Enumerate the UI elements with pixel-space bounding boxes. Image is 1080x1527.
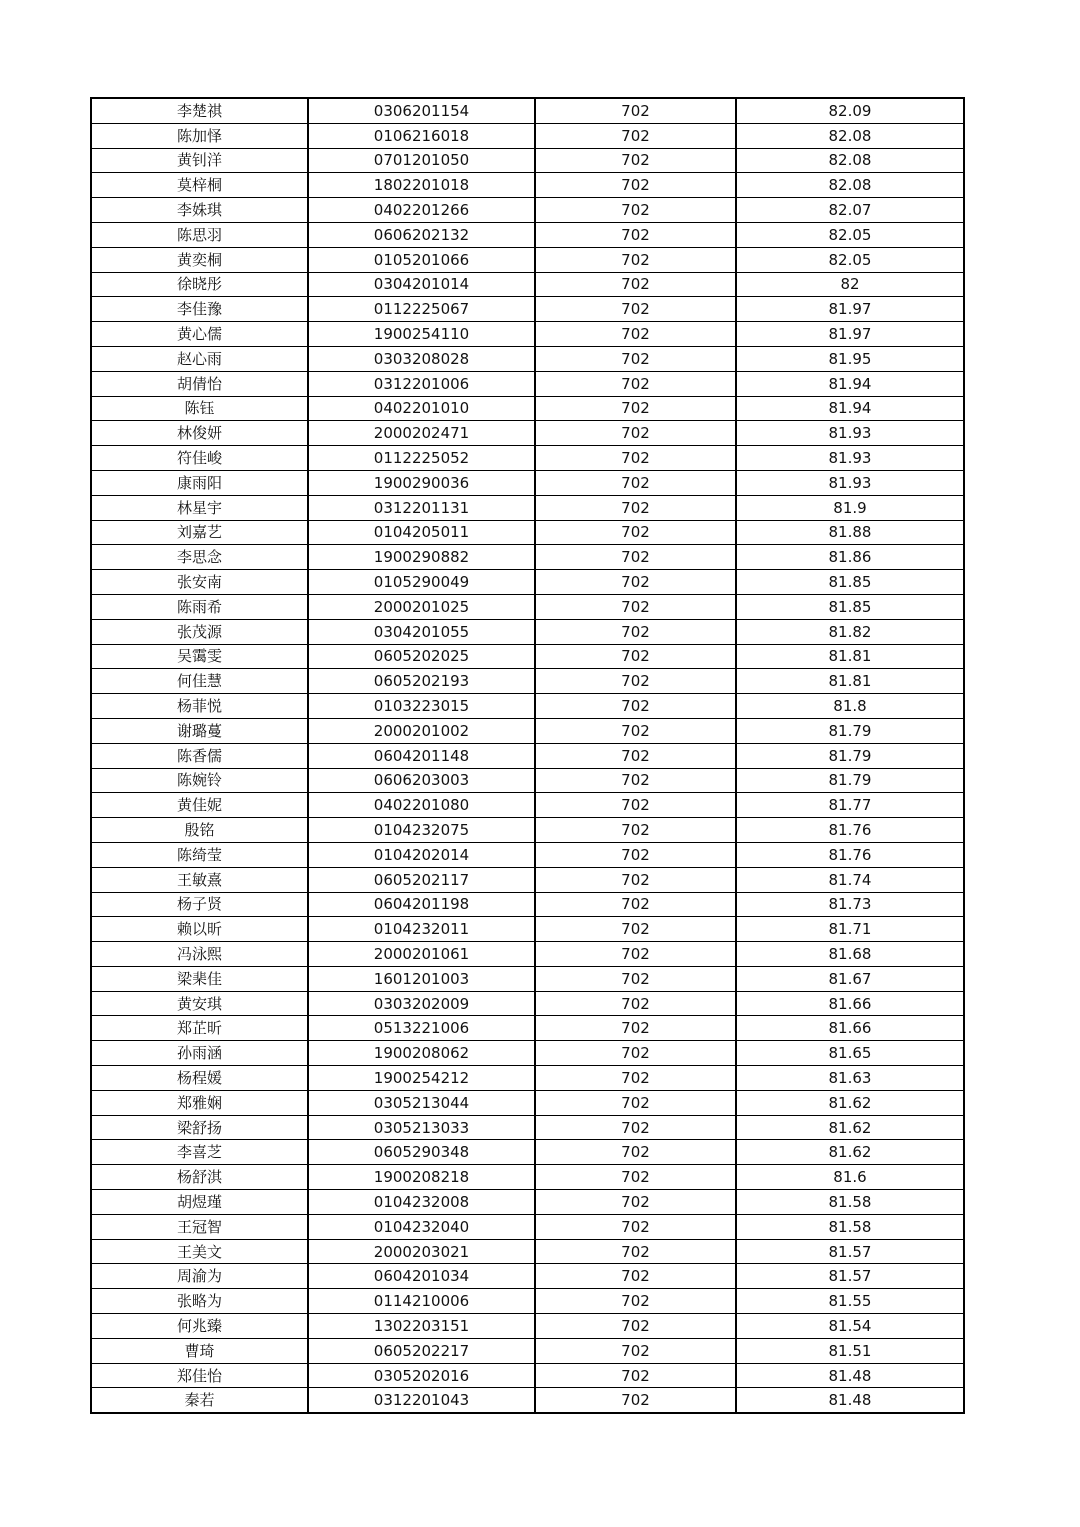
candidate-id: 0104232040 xyxy=(308,1214,535,1239)
candidate-name: 李喜芝 xyxy=(91,1140,308,1165)
total-score: 81.67 xyxy=(736,966,964,991)
total-score: 81.68 xyxy=(736,942,964,967)
candidate-id: 0604201148 xyxy=(308,743,535,768)
candidate-id: 0112225052 xyxy=(308,446,535,471)
subject-code: 702 xyxy=(535,198,736,223)
score-table xyxy=(90,97,965,1414)
candidate-id: 0605202193 xyxy=(308,669,535,694)
candidate-id: 0604201034 xyxy=(308,1264,535,1289)
table-row xyxy=(91,247,964,272)
subject-code: 702 xyxy=(535,421,736,446)
subject-code: 702 xyxy=(535,247,736,272)
candidate-id: 1900290036 xyxy=(308,470,535,495)
total-score: 81.79 xyxy=(736,743,964,768)
total-score: 81.58 xyxy=(736,1214,964,1239)
total-score: 81.63 xyxy=(736,1066,964,1091)
subject-code: 702 xyxy=(535,694,736,719)
subject-code: 702 xyxy=(535,1190,736,1215)
subject-code: 702 xyxy=(535,1289,736,1314)
subject-code: 702 xyxy=(535,322,736,347)
table-row xyxy=(91,892,964,917)
total-score: 81.76 xyxy=(736,818,964,843)
table-row xyxy=(91,644,964,669)
table-row xyxy=(91,669,964,694)
table-row xyxy=(91,1314,964,1339)
table-row xyxy=(91,594,964,619)
subject-code: 702 xyxy=(535,1090,736,1115)
subject-code: 702 xyxy=(535,346,736,371)
candidate-name: 郑佳怡 xyxy=(91,1363,308,1388)
total-score: 81.55 xyxy=(736,1289,964,1314)
table-row xyxy=(91,867,964,892)
table-row xyxy=(91,966,964,991)
subject-code: 702 xyxy=(535,842,736,867)
table-row xyxy=(91,1190,964,1215)
subject-code: 702 xyxy=(535,1314,736,1339)
candidate-name: 胡倩怡 xyxy=(91,371,308,396)
table-row xyxy=(91,545,964,570)
candidate-id: 2000201002 xyxy=(308,718,535,743)
candidate-id: 0305213044 xyxy=(308,1090,535,1115)
subject-code: 702 xyxy=(535,743,736,768)
total-score: 82.05 xyxy=(736,247,964,272)
total-score: 81.93 xyxy=(736,446,964,471)
subject-code: 702 xyxy=(535,867,736,892)
candidate-name: 曹琦 xyxy=(91,1338,308,1363)
table-row xyxy=(91,421,964,446)
candidate-name: 冯泳熙 xyxy=(91,942,308,967)
total-score: 81.97 xyxy=(736,297,964,322)
candidate-id: 0605202217 xyxy=(308,1338,535,1363)
table-row xyxy=(91,1338,964,1363)
candidate-name: 秦若 xyxy=(91,1388,308,1413)
candidate-name: 陈香儒 xyxy=(91,743,308,768)
table-row xyxy=(91,272,964,297)
total-score: 81.57 xyxy=(736,1264,964,1289)
table-row xyxy=(91,470,964,495)
candidate-name: 符佳峻 xyxy=(91,446,308,471)
table-row xyxy=(91,1165,964,1190)
candidate-id: 1900254212 xyxy=(308,1066,535,1091)
total-score: 81.81 xyxy=(736,669,964,694)
table-row xyxy=(91,446,964,471)
total-score: 82.09 xyxy=(736,98,964,123)
candidate-id: 0104232011 xyxy=(308,917,535,942)
table-row xyxy=(91,570,964,595)
score-table-body xyxy=(91,98,964,1413)
candidate-id: 0105290049 xyxy=(308,570,535,595)
subject-code: 702 xyxy=(535,123,736,148)
candidate-name: 赖以昕 xyxy=(91,917,308,942)
candidate-name: 何佳慧 xyxy=(91,669,308,694)
subject-code: 702 xyxy=(535,1041,736,1066)
candidate-id: 1900254110 xyxy=(308,322,535,347)
subject-code: 702 xyxy=(535,669,736,694)
candidate-id: 0701201050 xyxy=(308,148,535,173)
total-score: 81.54 xyxy=(736,1314,964,1339)
subject-code: 702 xyxy=(535,222,736,247)
candidate-id: 0604201198 xyxy=(308,892,535,917)
table-row xyxy=(91,942,964,967)
candidate-id: 2000202471 xyxy=(308,421,535,446)
subject-code: 702 xyxy=(535,917,736,942)
candidate-name: 张安南 xyxy=(91,570,308,595)
table-row xyxy=(91,346,964,371)
subject-code: 702 xyxy=(535,98,736,123)
candidate-name: 何兆臻 xyxy=(91,1314,308,1339)
table-row xyxy=(91,818,964,843)
table-row xyxy=(91,322,964,347)
total-score: 81.6 xyxy=(736,1165,964,1190)
total-score: 81.85 xyxy=(736,594,964,619)
candidate-name: 王美文 xyxy=(91,1239,308,1264)
subject-code: 702 xyxy=(535,818,736,843)
candidate-id: 0304201055 xyxy=(308,619,535,644)
table-row xyxy=(91,619,964,644)
table-row xyxy=(91,743,964,768)
total-score: 81.85 xyxy=(736,570,964,595)
subject-code: 702 xyxy=(535,1338,736,1363)
candidate-id: 2000201025 xyxy=(308,594,535,619)
candidate-id: 0304201014 xyxy=(308,272,535,297)
candidate-name: 梁棐佳 xyxy=(91,966,308,991)
total-score: 81.94 xyxy=(736,396,964,421)
total-score: 81.93 xyxy=(736,421,964,446)
total-score: 81.62 xyxy=(736,1090,964,1115)
candidate-id: 0104202014 xyxy=(308,842,535,867)
subject-code: 702 xyxy=(535,1239,736,1264)
candidate-name: 杨菲悦 xyxy=(91,694,308,719)
table-row xyxy=(91,1363,964,1388)
candidate-name: 孙雨涵 xyxy=(91,1041,308,1066)
candidate-name: 林俊妍 xyxy=(91,421,308,446)
candidate-name: 吴霭雯 xyxy=(91,644,308,669)
total-score: 81.48 xyxy=(736,1388,964,1413)
candidate-name: 黄钊洋 xyxy=(91,148,308,173)
subject-code: 702 xyxy=(535,272,736,297)
subject-code: 702 xyxy=(535,1165,736,1190)
subject-code: 702 xyxy=(535,297,736,322)
total-score: 82.08 xyxy=(736,148,964,173)
candidate-name: 李楚祺 xyxy=(91,98,308,123)
subject-code: 702 xyxy=(535,793,736,818)
candidate-id: 1302203151 xyxy=(308,1314,535,1339)
subject-code: 702 xyxy=(535,1363,736,1388)
table-row xyxy=(91,371,964,396)
table-row xyxy=(91,148,964,173)
table-row xyxy=(91,718,964,743)
subject-code: 702 xyxy=(535,545,736,570)
subject-code: 702 xyxy=(535,1066,736,1091)
candidate-name: 黄安琪 xyxy=(91,991,308,1016)
table-row xyxy=(91,1115,964,1140)
subject-code: 702 xyxy=(535,173,736,198)
table-row xyxy=(91,842,964,867)
table-row xyxy=(91,495,964,520)
table-row xyxy=(91,991,964,1016)
table-row xyxy=(91,222,964,247)
total-score: 81.93 xyxy=(736,470,964,495)
total-score: 82.07 xyxy=(736,198,964,223)
subject-code: 702 xyxy=(535,1016,736,1041)
total-score: 81.76 xyxy=(736,842,964,867)
candidate-id: 0605290348 xyxy=(308,1140,535,1165)
total-score: 81.66 xyxy=(736,1016,964,1041)
candidate-name: 陈绮莹 xyxy=(91,842,308,867)
subject-code: 702 xyxy=(535,148,736,173)
candidate-id: 0105201066 xyxy=(308,247,535,272)
candidate-name: 黄心儒 xyxy=(91,322,308,347)
candidate-id: 0402201010 xyxy=(308,396,535,421)
candidate-name: 王敏熹 xyxy=(91,867,308,892)
total-score: 81.82 xyxy=(736,619,964,644)
candidate-name: 赵心雨 xyxy=(91,346,308,371)
total-score: 82.08 xyxy=(736,123,964,148)
table-row xyxy=(91,1289,964,1314)
subject-code: 702 xyxy=(535,644,736,669)
candidate-name: 殷铭 xyxy=(91,818,308,843)
table-row xyxy=(91,768,964,793)
subject-code: 702 xyxy=(535,1214,736,1239)
subject-code: 702 xyxy=(535,966,736,991)
total-score: 81.94 xyxy=(736,371,964,396)
subject-code: 702 xyxy=(535,991,736,1016)
table-row xyxy=(91,793,964,818)
table-row xyxy=(91,1016,964,1041)
candidate-name: 黄佳妮 xyxy=(91,793,308,818)
total-score: 81.66 xyxy=(736,991,964,1016)
candidate-id: 0402201080 xyxy=(308,793,535,818)
candidate-name: 陈雨希 xyxy=(91,594,308,619)
candidate-name: 王冠智 xyxy=(91,1214,308,1239)
candidate-name: 杨子贤 xyxy=(91,892,308,917)
candidate-id: 0306201154 xyxy=(308,98,535,123)
candidate-name: 杨舒淇 xyxy=(91,1165,308,1190)
candidate-name: 郑芷昕 xyxy=(91,1016,308,1041)
total-score: 81.71 xyxy=(736,917,964,942)
candidate-name: 胡煜瑾 xyxy=(91,1190,308,1215)
subject-code: 702 xyxy=(535,942,736,967)
subject-code: 702 xyxy=(535,892,736,917)
subject-code: 702 xyxy=(535,768,736,793)
subject-code: 702 xyxy=(535,570,736,595)
candidate-id: 0606202132 xyxy=(308,222,535,247)
subject-code: 702 xyxy=(535,1264,736,1289)
candidate-name: 杨程媛 xyxy=(91,1066,308,1091)
total-score: 81.57 xyxy=(736,1239,964,1264)
candidate-id: 0112225067 xyxy=(308,297,535,322)
table-row xyxy=(91,1041,964,1066)
total-score: 81.58 xyxy=(736,1190,964,1215)
total-score: 81.79 xyxy=(736,718,964,743)
total-score: 81.79 xyxy=(736,768,964,793)
table-row xyxy=(91,396,964,421)
table-row xyxy=(91,917,964,942)
candidate-id: 0606203003 xyxy=(308,768,535,793)
candidate-id: 0312201006 xyxy=(308,371,535,396)
subject-code: 702 xyxy=(535,718,736,743)
table-row xyxy=(91,1214,964,1239)
subject-code: 702 xyxy=(535,371,736,396)
candidate-id: 0104232008 xyxy=(308,1190,535,1215)
table-row xyxy=(91,1264,964,1289)
candidate-id: 2000203021 xyxy=(308,1239,535,1264)
candidate-id: 0114210006 xyxy=(308,1289,535,1314)
candidate-name: 林星宇 xyxy=(91,495,308,520)
candidate-id: 0303202009 xyxy=(308,991,535,1016)
subject-code: 702 xyxy=(535,520,736,545)
total-score: 81.88 xyxy=(736,520,964,545)
subject-code: 702 xyxy=(535,1115,736,1140)
candidate-id: 0513221006 xyxy=(308,1016,535,1041)
candidate-id: 1601201003 xyxy=(308,966,535,991)
total-score: 82.08 xyxy=(736,173,964,198)
subject-code: 702 xyxy=(535,470,736,495)
total-score: 81.62 xyxy=(736,1140,964,1165)
candidate-name: 徐晓彤 xyxy=(91,272,308,297)
total-score: 81.65 xyxy=(736,1041,964,1066)
table-row xyxy=(91,1140,964,1165)
candidate-name: 陈婉铃 xyxy=(91,768,308,793)
candidate-name: 郑雅娴 xyxy=(91,1090,308,1115)
candidate-id: 2000201061 xyxy=(308,942,535,967)
candidate-name: 陈钰 xyxy=(91,396,308,421)
total-score: 81.48 xyxy=(736,1363,964,1388)
subject-code: 702 xyxy=(535,619,736,644)
candidate-id: 0305202016 xyxy=(308,1363,535,1388)
candidate-name: 陈思羽 xyxy=(91,222,308,247)
candidate-name: 莫梓桐 xyxy=(91,173,308,198)
candidate-id: 0103223015 xyxy=(308,694,535,719)
candidate-id: 0605202025 xyxy=(308,644,535,669)
candidate-name: 梁舒扬 xyxy=(91,1115,308,1140)
candidate-name: 刘嘉艺 xyxy=(91,520,308,545)
total-score: 81.62 xyxy=(736,1115,964,1140)
subject-code: 702 xyxy=(535,1388,736,1413)
total-score: 82.05 xyxy=(736,222,964,247)
candidate-id: 0303208028 xyxy=(308,346,535,371)
candidate-name: 谢璐蔓 xyxy=(91,718,308,743)
total-score: 81.8 xyxy=(736,694,964,719)
table-row xyxy=(91,1090,964,1115)
total-score: 81.95 xyxy=(736,346,964,371)
table-row xyxy=(91,520,964,545)
candidate-name: 张茂源 xyxy=(91,619,308,644)
candidate-name: 黄奕桐 xyxy=(91,247,308,272)
total-score: 81.51 xyxy=(736,1338,964,1363)
candidate-name: 李姝琪 xyxy=(91,198,308,223)
subject-code: 702 xyxy=(535,1140,736,1165)
table-row xyxy=(91,198,964,223)
total-score: 81.73 xyxy=(736,892,964,917)
total-score: 82 xyxy=(736,272,964,297)
subject-code: 702 xyxy=(535,495,736,520)
table-row xyxy=(91,1239,964,1264)
table-row xyxy=(91,1066,964,1091)
total-score: 81.74 xyxy=(736,867,964,892)
candidate-name: 康雨阳 xyxy=(91,470,308,495)
candidate-id: 0104232075 xyxy=(308,818,535,843)
total-score: 81.81 xyxy=(736,644,964,669)
subject-code: 702 xyxy=(535,396,736,421)
candidate-id: 0312201131 xyxy=(308,495,535,520)
candidate-id: 1900208062 xyxy=(308,1041,535,1066)
candidate-id: 0305213033 xyxy=(308,1115,535,1140)
table-row xyxy=(91,694,964,719)
table-row xyxy=(91,98,964,123)
candidate-id: 0312201043 xyxy=(308,1388,535,1413)
candidate-name: 周渝为 xyxy=(91,1264,308,1289)
subject-code: 702 xyxy=(535,594,736,619)
total-score: 81.86 xyxy=(736,545,964,570)
candidate-id: 1802201018 xyxy=(308,173,535,198)
candidate-id: 0106216018 xyxy=(308,123,535,148)
total-score: 81.9 xyxy=(736,495,964,520)
candidate-name: 李佳豫 xyxy=(91,297,308,322)
candidate-id: 0402201266 xyxy=(308,198,535,223)
candidate-name: 李思念 xyxy=(91,545,308,570)
table-row xyxy=(91,1388,964,1413)
subject-code: 702 xyxy=(535,446,736,471)
table-row xyxy=(91,173,964,198)
candidate-id: 1900290882 xyxy=(308,545,535,570)
candidate-id: 0104205011 xyxy=(308,520,535,545)
candidate-name: 张略为 xyxy=(91,1289,308,1314)
score-sheet xyxy=(90,97,963,1414)
candidate-name: 陈加怿 xyxy=(91,123,308,148)
candidate-id: 1900208218 xyxy=(308,1165,535,1190)
total-score: 81.77 xyxy=(736,793,964,818)
table-row xyxy=(91,297,964,322)
table-row xyxy=(91,123,964,148)
candidate-id: 0605202117 xyxy=(308,867,535,892)
total-score: 81.97 xyxy=(736,322,964,347)
